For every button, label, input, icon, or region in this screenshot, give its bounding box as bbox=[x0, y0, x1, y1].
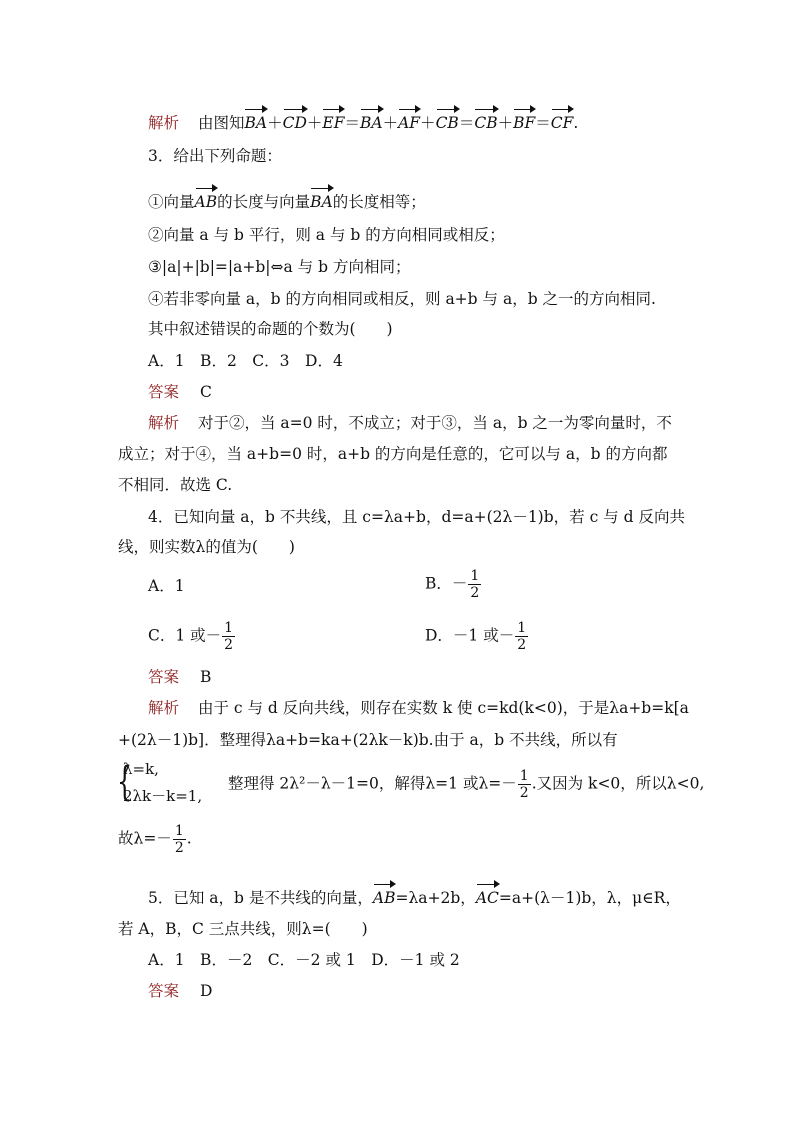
analysis-label: 解析 bbox=[148, 699, 180, 717]
q3-analysis-line1 bbox=[148, 412, 672, 434]
q3-answer-line bbox=[148, 381, 212, 403]
q3-question: 其中叙述错误的命题的个数为( ) bbox=[148, 320, 393, 338]
q4-analysis-line2: +(2λ－1)b]．整理得λa+b=ka+(2λk－k)b.由于 a，b 不共线，所以有 bbox=[118, 731, 618, 749]
q5-options: A．1 B．－2 C．－2 或 1 D．－1 或 2 bbox=[148, 951, 460, 969]
q4-option-d bbox=[425, 620, 529, 653]
p1-pre: ①向量 bbox=[148, 193, 195, 211]
q5-answer-line bbox=[148, 980, 212, 1002]
q4-analysis-text3b: .又因为 k<0，所以λ<0, bbox=[531, 774, 705, 793]
q4-answer: B bbox=[199, 668, 212, 686]
frac-den: 2 bbox=[519, 785, 529, 801]
q4-answer-line bbox=[148, 666, 211, 688]
p1-mid: 的长度与向量 bbox=[217, 193, 311, 211]
q3-stem: 3．给出下列命题： bbox=[148, 147, 282, 165]
q3-proposition-3: ③|a|+|b|=|a+b|⇔a 与 b 方向相同； bbox=[148, 258, 411, 276]
frac-den: 2 bbox=[517, 637, 527, 653]
q5-stem-line1: 5．已知 a，b 是不共线的向量，AB=λa+2b，AC=a+(λ－1)b，λ，μ∈R， bbox=[148, 889, 681, 907]
q3-proposition-2: ②向量 a 与 b 平行，则 a 与 b 的方向相同或相反； bbox=[148, 226, 505, 244]
q5-stem-pre: 5．已知 a，b 是不共线的向量， bbox=[148, 889, 373, 907]
q5-ac-eq: =a+(λ－1)b，λ，μ∈R， bbox=[498, 889, 681, 907]
q4-analysis-text3a: 整理得 2λ²－λ－1=0，解得λ=1 或λ=－ bbox=[228, 774, 517, 793]
q5-answer: D bbox=[199, 982, 213, 1000]
vector-equation: BA＋CD＋EF＝BA＋AF＋CB＝CB＋BF＝CF. bbox=[244, 114, 579, 132]
analysis-label: 解析 bbox=[148, 114, 180, 132]
q4-analysis-line4: 故λ=－ $\frac{1}{2}$ . bbox=[118, 823, 192, 856]
fraction bbox=[173, 823, 186, 856]
top-analysis-line bbox=[148, 112, 578, 134]
system-row-2: 2λk－k=1, bbox=[123, 787, 203, 805]
q4-option-b bbox=[425, 568, 482, 601]
q4-stem-line2: 线，则实数λ的值为( ) bbox=[118, 538, 295, 556]
q4-analysis-text4: 故λ=－ bbox=[118, 829, 172, 848]
p1-post: 的长度相等； bbox=[332, 193, 426, 211]
q5-ab-eq: =λa+2b， bbox=[395, 889, 476, 907]
q3-proposition-4: ④若非零向量 a，b 的方向相同或相反，则 a+b 与 a，b 之一的方向相同. bbox=[148, 290, 656, 308]
q4-option-c-text: C．1 或－ bbox=[148, 626, 222, 645]
q4-option-a: A．1 bbox=[148, 577, 185, 595]
fraction bbox=[518, 768, 531, 801]
frac-num: 1 bbox=[519, 768, 529, 784]
q3-answer: C bbox=[199, 383, 212, 401]
answer-label: 答案 bbox=[148, 668, 180, 686]
q3-options: A．1 B．2 C．3 D．4 bbox=[148, 352, 343, 370]
q3-analysis-line3: 不相同．故选 C. bbox=[118, 476, 233, 494]
analysis-text: 由图知 bbox=[197, 114, 245, 132]
q3-analysis-text1: 对于②，当 a=0 时，不成立；对于③，当 a，b 之一为零向量时，不 bbox=[197, 414, 672, 432]
frac-num: 1 bbox=[517, 620, 527, 636]
q4-analysis-text1: 由于 c 与 d 反向共线，则存在实数 k 使 c=kd(k<0)，于是λa+b=k[a bbox=[197, 699, 689, 717]
q5-stem-line2: 若 A，B，C 三点共线，则λ=( ) bbox=[118, 920, 368, 938]
q3-analysis-line2: 成立；对于④，当 a+b=0 时，a+b 的方向是任意的，它可以与 a，b 的方向都 bbox=[118, 445, 668, 463]
fraction bbox=[515, 620, 528, 653]
frac-den: 2 bbox=[174, 840, 184, 856]
answer-label: 答案 bbox=[148, 982, 180, 1000]
fraction bbox=[468, 568, 481, 601]
system-row-1: λ=k, bbox=[123, 760, 159, 778]
analysis-label: 解析 bbox=[148, 414, 180, 432]
frac-den: 2 bbox=[470, 585, 480, 601]
answer-label: 答案 bbox=[148, 383, 180, 401]
q4-option-b-text: B．－ bbox=[425, 574, 468, 593]
fraction bbox=[222, 620, 235, 653]
frac-num: 1 bbox=[174, 823, 184, 839]
q4-option-c bbox=[148, 620, 236, 653]
frac-den: 2 bbox=[224, 637, 234, 653]
q4-option-d-text: D．－1 或－ bbox=[425, 626, 515, 645]
frac-num: 1 bbox=[470, 568, 480, 584]
frac-num: 1 bbox=[224, 620, 234, 636]
q3-proposition-1: ①向量AB的长度与向量BA的长度相等； bbox=[148, 193, 426, 211]
q4-analysis-line3 bbox=[228, 768, 704, 801]
q4-analysis-line1 bbox=[148, 697, 689, 719]
brace-icon: { bbox=[117, 759, 133, 805]
q4-stem-line1: 4．已知向量 a，b 不共线，且 c=λa+b，d=a+(2λ－1)b，若 c 与 d 反向共 bbox=[148, 508, 685, 526]
